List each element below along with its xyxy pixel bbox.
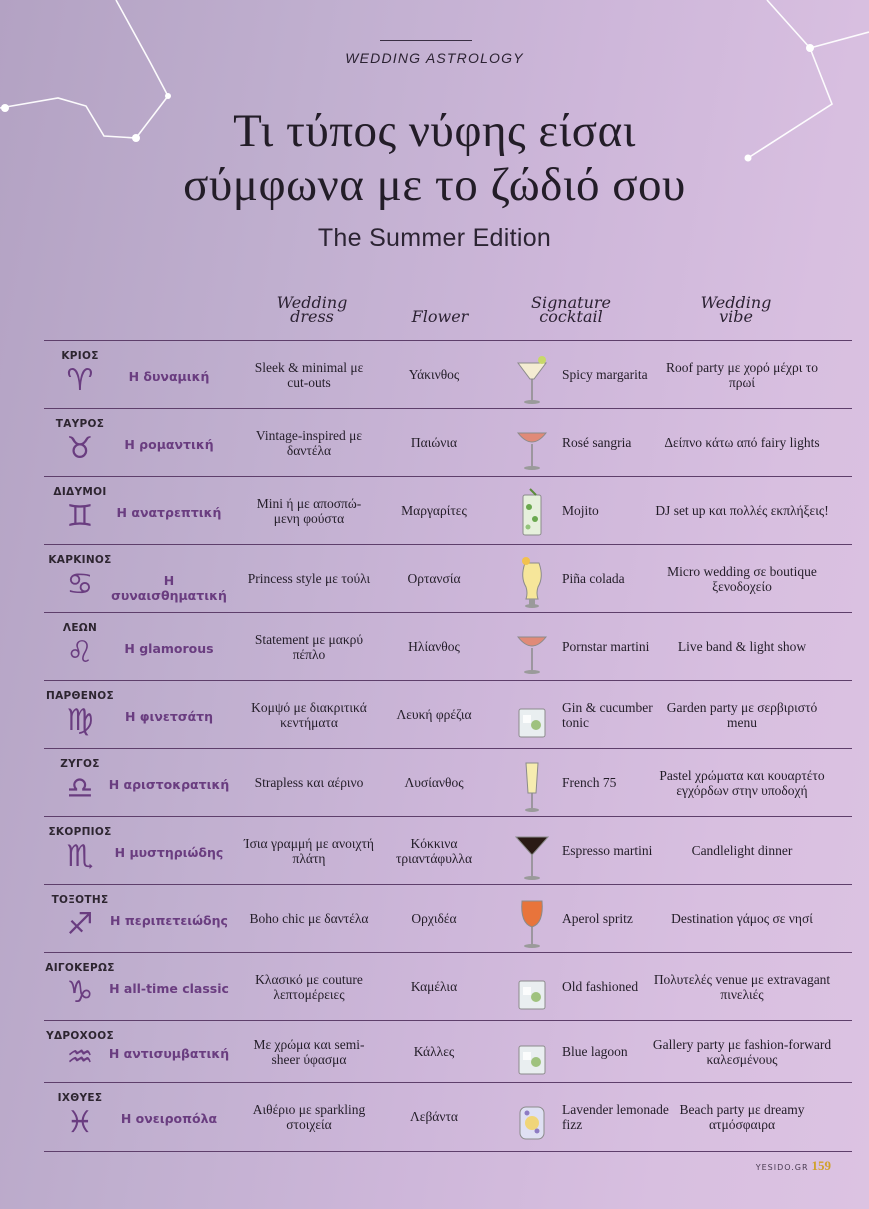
cocktail-cell: Rosé sangria (562, 435, 632, 450)
sign-name: ΖΥΓΟΣ (60, 758, 100, 770)
page-subtitle: The Summer Edition (317, 224, 552, 252)
zodiac-row (44, 748, 852, 817)
pisces-icon (58, 1105, 102, 1145)
page-title (0, 104, 869, 212)
page-number: 159 (811, 1158, 831, 1173)
zodiac-glyph: ♌ (66, 635, 94, 670)
column-header-flower: Flower (411, 307, 469, 326)
sign-name: ΣΚΟΡΠΙΟΣ (48, 826, 112, 838)
flower-cell: Λεβάντα (409, 1109, 458, 1124)
vibe-cell: Micro wedding σε boutique ξενοδοχείο (667, 563, 817, 594)
zodiac-glyph: ♑ (66, 975, 94, 1010)
rocks-glass-icon (514, 687, 550, 747)
martini-glass-icon (514, 823, 550, 883)
cocktail-cell: Espresso martini (562, 843, 653, 858)
dress-cell: Ίσια γραμμή με ανοιχτή πλάτη (244, 835, 374, 866)
scorpio-icon (58, 839, 102, 879)
zodiac-row (44, 340, 852, 409)
zodiac-row (44, 612, 852, 681)
sign-name: ΙΧΘΥΕΣ (57, 1092, 103, 1104)
cocktail-cell: Mojito (562, 503, 599, 518)
page-footer (756, 1158, 831, 1174)
cocktail-cell: Lavender lemonade fizz (562, 1101, 669, 1132)
column-header-vibe: Wedding vibe (700, 293, 772, 326)
hurricane-glass-icon (514, 551, 550, 611)
flower-cell: Παιώνια (410, 435, 458, 450)
zodiac-row (44, 408, 852, 477)
cocktail-cell: Blue lagoon (562, 1044, 628, 1059)
bride-type: Η αριστοκρατική (108, 777, 230, 792)
kicker-rule (380, 40, 472, 41)
wine-glass-icon (514, 891, 550, 951)
cocktail-cell: Old fashioned (562, 979, 639, 994)
flower-cell: Λευκή φρέζια (396, 707, 472, 722)
dress-cell: Κομψό με διακριτικά κεντήματα (251, 699, 367, 730)
bride-type: Η glamorous (124, 641, 214, 656)
cocktail-cell: Aperol spritz (562, 911, 633, 926)
dress-cell: Vintage-inspired με δαντέλα (255, 427, 363, 458)
zodiac-row (44, 476, 852, 545)
bride-type: Η περιπετειώδης (110, 913, 228, 928)
bride-type: Η all-time classic (109, 981, 229, 996)
flower-cell: Καμέλια (410, 979, 458, 994)
cocktail-cell: French 75 (562, 775, 617, 790)
sign-name: ΠΑΡΘΕΝΟΣ (46, 690, 114, 702)
vibe-cell: Candlelight dinner (691, 843, 793, 858)
zodiac-row (44, 1020, 852, 1083)
flower-cell: Κόκκινα τριαντάφυλλα (395, 835, 473, 866)
bride-type: Η συναισθηματική (111, 573, 227, 603)
capricorn-icon (58, 975, 102, 1015)
sign-name: ΤΟΞΟΤΗΣ (51, 894, 109, 906)
vibe-cell: Gallery party με fashion-forward καλεσμένους (652, 1036, 832, 1067)
bride-type: Η δυναμική (128, 369, 210, 384)
title-line-2: σύμφωνα με το ζώδιό σου (183, 159, 686, 211)
zodiac-row (44, 680, 852, 749)
vibe-cell: Garden party με σερβιριστό menu (666, 699, 818, 730)
bride-type: Η φινετσάτη (124, 709, 214, 724)
dress-cell: Κλασικό με couture λεπτομέρειες (255, 971, 363, 1002)
flower-cell: Ηλίανθος (408, 639, 460, 654)
sagittarius-icon (58, 907, 102, 947)
zodiac-glyph: ♏ (66, 839, 94, 874)
cocktail-cell: Gin & cucumber tonic (562, 699, 653, 730)
aries-icon (58, 363, 102, 403)
sign-name: ΥΔΡΟΧΟΟΣ (46, 1030, 114, 1042)
leo-icon (58, 635, 102, 675)
dress-cell: Boho chic με δαντέλα (249, 911, 369, 926)
zodiac-glyph: ♒ (66, 1040, 94, 1075)
dress-cell: Sleek & minimal με cut-outs (254, 359, 364, 390)
taurus-icon (58, 431, 102, 471)
flower-cell: Ορτανσία (407, 571, 461, 586)
jar-glass-icon (514, 1089, 550, 1149)
dress-cell: Princess style με τούλι (247, 571, 371, 586)
sign-name: ΚΑΡΚΙΝΟΣ (48, 554, 112, 566)
bride-type: Η αντισυμβατική (108, 1046, 230, 1061)
vibe-cell: Live band & light show (677, 639, 807, 654)
vibe-cell: Πολυτελές venue με extravagant πινελιές (653, 971, 831, 1002)
zodiac-glyph: ♎ (66, 771, 94, 806)
dress-cell: Με χρώμα και semi-sheer ύφασμα (253, 1036, 365, 1067)
vibe-cell: Roof party με χορό μέχρι το πρωί (666, 359, 818, 390)
virgo-icon (58, 703, 102, 743)
rocks-glass-icon (514, 959, 550, 1019)
sign-name: ΛΕΩΝ (62, 622, 98, 634)
sign-name: ΤΑΥΡΟΣ (55, 418, 105, 430)
flower-cell: Κάλλες (413, 1044, 455, 1059)
zodiac-glyph: ♈ (66, 363, 94, 398)
zodiac-row (44, 884, 852, 953)
coupe-glass-icon (514, 619, 550, 679)
flower-cell: Λυσίανθος (404, 775, 464, 790)
vibe-cell: Δείπνο κάτω από fairy lights (664, 435, 820, 450)
zodiac-row (44, 1082, 852, 1152)
cocktail-cell: Spicy margarita (562, 367, 648, 382)
section-kicker: WEDDING ASTROLOGY (345, 50, 524, 66)
bride-type: Η ανατρεπτική (116, 505, 222, 520)
vibe-cell: Destination γάμος σε νησί (671, 911, 813, 926)
column-header-cocktail: Signature cocktail (530, 293, 611, 326)
bride-type: Η μυστηριώδης (114, 845, 224, 860)
bride-type: Η ονειροπόλα (120, 1111, 218, 1126)
dress-cell: Statement με μακρύ πέπλο (254, 631, 364, 662)
zodiac-glyph: ♍ (66, 703, 94, 738)
zodiac-row (44, 952, 852, 1021)
footer-site: YESIDO.GR (755, 1163, 809, 1172)
cocktail-cell: Piña colada (562, 571, 625, 586)
vibe-cell: Beach party με dreamy ατμόσφαιρα (679, 1101, 805, 1132)
rocks-glass-icon (514, 1024, 550, 1084)
zodiac-glyph: ♊ (66, 499, 94, 534)
zodiac-glyph: ♐ (66, 907, 94, 942)
bride-type: Η ρομαντική (124, 437, 214, 452)
cancer-icon (58, 567, 102, 607)
zodiac-row (44, 544, 852, 613)
sign-name: ΑΙΓΟΚΕΡΩΣ (45, 962, 115, 974)
libra-icon (58, 771, 102, 811)
flute-glass-icon (514, 755, 550, 815)
dress-cell: Αιθέριο με sparkling στοιχεία (252, 1101, 366, 1132)
aquarius-icon (58, 1040, 102, 1080)
vibe-cell: Pastel χρώματα και κουαρτέτο εγχόρδων στην υποδοχή (659, 767, 825, 798)
margarita-glass-icon (514, 347, 550, 407)
zodiac-glyph: ♋ (66, 567, 94, 602)
flower-cell: Ορχιδέα (411, 911, 457, 926)
zodiac-glyph: ♉ (66, 431, 94, 466)
zodiac-glyph: ♓ (66, 1105, 94, 1140)
coupe-glass-icon (514, 415, 550, 475)
dress-cell: Strapless και αέρινο (254, 775, 364, 790)
title-line-1: Τι τύπος νύφης είσαι (233, 105, 636, 157)
vibe-cell: DJ set up και πολλές εκπλήξεις! (655, 503, 829, 518)
cocktail-cell: Pornstar martini (562, 639, 650, 654)
highball-glass-icon (514, 483, 550, 543)
flower-cell: Υάκινθος (408, 367, 460, 382)
flower-cell: Μαργαρίτες (401, 503, 467, 518)
column-header-dress: Wedding dress (276, 293, 348, 326)
dress-cell: Mini ή με αποσπώ-μενη φούστα (256, 495, 362, 526)
gemini-icon (58, 499, 102, 539)
sign-name: ΔΙΔΥΜΟΙ (53, 486, 107, 498)
sign-name: ΚΡΙΟΣ (61, 350, 99, 362)
zodiac-row (44, 816, 852, 885)
